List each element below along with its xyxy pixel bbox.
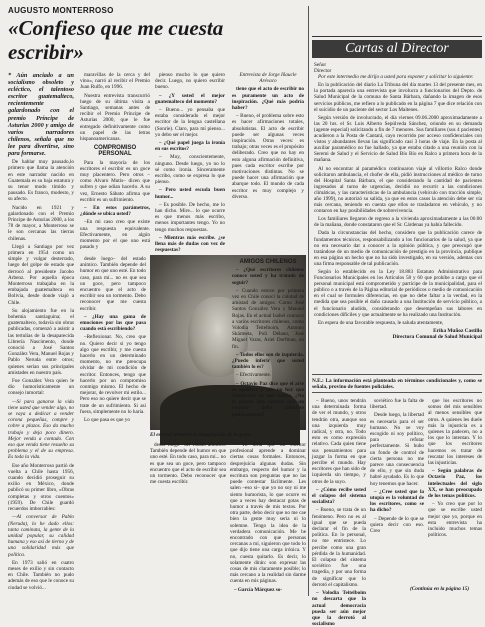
letter-body xyxy=(314,62,482,376)
article-column-4-top xyxy=(232,72,304,252)
letter-intro: Por este intermedio me dirijo a usted para exponer y solicitar lo siguiente: xyxy=(318,74,474,81)
letter-paragraph: En la publicación del diario La Tribuna del día martes 13 del presente mes, en la portada aparecía una entrevista que involucra a funcionarios del Depto. de Salud Municipal de la comuna de Santa Bárbara, dañando la imagen de esos servicios públicos, me refiero a lo publicado en la página 7 que dice relación con el suicidio de un paciente del sector Los Maitenes. xyxy=(314,82,482,113)
paragraph: Desde luego, la libertad es necesaria para el ser humano. No se voy escogido ni soy político, para refutar perfectamente. Si hubo un fondo de control de cierta persona no me parece una consecuencia de ello, y que sin duda habré ayudado. Es lo que hoy tenemos que hacer. xyxy=(370,412,424,487)
photo-caption: El escritor alimentó la imaginación de la gente. xyxy=(150,432,252,438)
paragraph: Ese año Monterroso partió de vuelta a Chile hasta 1956, cuando decidió proseguir su exilio en México, donde publicó su primer libro, «Obras completas y otros cuentos» (1959). De Chile guardó recuerdos imborrables: xyxy=(8,462,74,513)
paragraph: Nuestra entrevista transcurrió luego de su última visita a Santiago, semanas antes de recibir el Premio Príncipe de Asturias 2000, que le fue entregado definitivamente como un papel de las letras hispanoamericanas. xyxy=(80,92,150,143)
interview-question: – ¿Cómo recibe usted el colapso del sistema socialista? xyxy=(312,486,366,506)
letter-paragraph: Al no encontrar al paramédico continuaron viaje al villorrio Ralco donde solicitaron ambulancia, el chofer de ella, pidió instrucciones al médico de turno del Hospital Santa Bárbara, el que considerando la cantidad de pacientes ingresados al turno de urgencias, decidió no recurrir a las condiciones climáticas, y las características de la ambulancia (vehículo con tracción simple, año 1999), no autorizó su salida, ya que en estos casos la atención debe ser vía más cercana, teniendo en cuenta que ellos se trasladaron en vehículo, y no contaron en hay posibilidades de sobrevivencia. xyxy=(314,165,482,215)
interview-question: – ¿Qué escritores chilenos conoce usted y ha tratado de seguir? xyxy=(232,267,304,286)
interview-answer: – Muy, conscientemente, ninguno. Desde luego, yo no lo sé como ironía. Sinceramente escribo, como se expresa lo que pienso. xyxy=(155,154,225,186)
article-column-6 xyxy=(370,398,424,584)
letter-salutation-1: Señor xyxy=(314,62,327,68)
letter-paragraph: Según versión de involucrado, el día viernes 09.06.2000 aproximadamente a las 20 hrs. el Sr. Luis Alberto Sepúlveda Sánchez, oriundo en su demanda (agente especial) solicitando a fin de 7 menores. Sus familiares (sus 4 pacientes) acudieron a la Posta de Cantará, cayo recorrido por acceso confidenciales con vistos y abundantes llevan las significado casi 3 horas de viaje. En la posta al auxiliar paramédico no fue hallado, ya que estaba citado a una reunión con la Seremi de Salud y el Servicio de Salud Bío Bío en Ralco a primera hora de la mañana. xyxy=(314,114,482,164)
interview-question: – Según palabras de Octavio Paz, los intelectuales del siglo XX, se han preocupado de los temas políticos. xyxy=(428,468,482,500)
letters-note-rule xyxy=(312,374,482,375)
article-column-2-top xyxy=(80,72,150,252)
interview-question: – García Márquez so- xyxy=(234,586,283,593)
paragraph: maravillas de la cerca y del vino», narró al recibir el Premio Juan Rulfo, en 1996. xyxy=(80,72,150,91)
section-heading: AMIGOS CHILENOS xyxy=(239,259,297,265)
paragraph: Lo que pasa es que yo xyxy=(84,417,130,424)
paragraph: Su alojamiento fue en la bohemia santiaguina; el guatemalteco, todavía sin obras publicadas, comenzó a asistir a las tertulias de la desaparecida Librería Nascimento, donde conoció a José Santos González Vera, Manuel Rojas y Pablo Neruda entre otros; quienes serían sus principales amistades en nuestro país. xyxy=(8,307,74,376)
letters-bottom-rule xyxy=(312,392,482,393)
interview-question: – Mientras más escribe. ¿se llena más de dudas con vez de respuestas? xyxy=(155,234,225,254)
letters-section-title: Cartas al Director xyxy=(312,40,482,58)
interview-answer: – Yo creo que por lo que se escribe usted mejor que yo, porque en esta entrevista ha incluido muchos temas políticos. xyxy=(428,501,482,539)
interview-question: – ¿Qué papel juega la ironía en sus escritos? xyxy=(155,140,225,153)
article-column-2-continued xyxy=(80,256,146,596)
interview-answer: – Bueno, se trata de un fenómeno. Pero no es al igual que se pueda declarar el fin de la política. En lo personal, no me entristece. Lo percibe como una gran pérdida de la humanidad. El colapso del sistema soviético fue una tragedia, y por una forma de significar que lo derrotó el capitalismo. xyxy=(312,507,366,588)
letter-salutation-2: Director xyxy=(314,68,332,75)
interview-answer: – Bueno, unos tendrán una determinada forma de ver el mundo, y otros tendrán otra, aunque sea una izquierda muy radical, y otra, no. Todo esto es como expresión relativo. Cada quien tiene sus pensamientos para juzgar la forma en que percibe el mundo. Hay escritores que han sido de izquierda sin tiempo, y otros de la suyo. xyxy=(312,398,366,485)
article-column-3-continued-b xyxy=(230,442,306,592)
article-lead: * Aún anciado a un socialismo obsoleto y ecléctico, el talentoso escritor guatemalteco, recientemente galardonado con el premio Príncipe de Asturias 2000 y amigo de varios narradores chilenos, señala que no lee para divertirse, sino para formarse. xyxy=(8,72,74,158)
letter-paragraph: Dada la circunstancias del hecho, considero que la publicación carece de fundamentos técnicos, responsabilizando a los funcionarios de la salud, ya que no era necesario dar a conocer a la opinión pública, y que preocupó que tratándose de un medio de comunicación de prestigio en la provincia, publique en esa página un hecho que no ha sido investigado, en su versión, ademas con una firma responsable de tal publicación. xyxy=(314,230,482,267)
paragraph: desde luego– del estado anímico. También depende del humor en que uno esté. En todo caso, para mí... no es que sea un goce, pero tampoco encuentro que el acto de escribir sea un tormento. Debo reconocer que me cuesta escribir. xyxy=(80,256,146,312)
signature-name: Erika Muñoz Castillo xyxy=(433,327,482,334)
paragraph: soviético fue la falta de libertad. xyxy=(370,398,424,411)
interview-question: – ¿Cree usted que la utopía es la voluntad de los escritores, como se ha dicho? xyxy=(370,488,424,514)
signature-title: Directora Comunal de Salud Municipal xyxy=(392,334,482,341)
interview-answer: –Reflexionar. No, creo que no. Quiero decir si yo tengo algo que escribir, y me cuesta hacerlo en un determinado momento, no me preocupa olvidar de mi condición de escritor. Entonces, tengo que hacerlo por un compromiso conmigo mismo. El hecho de mejorar, de revolver mi estilo... Pero eso no quiere decir que se trate de un sufrimiento. Si así fuera, simplemente no lo haría. xyxy=(80,334,146,415)
quote-paragraph: —Si para ganarse la vida tiene usted que vender algo, no se vaya a dedicar a vender corona pequeñas, compre y cobre a plazos. Eso da mucho trabajo y deja poco dinero. Mejor venda a contado. Con eso que venda tiene resuelto su problema y el de su empresa. Es toda la vida. xyxy=(8,398,74,461)
letter-paragraph: En espera de una favorable respuesta, le saluda atentamente, xyxy=(318,319,444,326)
article-kicker: AUGUSTO MONTERROSO xyxy=(8,6,114,15)
paragraph: Fue González Vera quien le dio humorísticamente un consejo inmortal: xyxy=(8,378,74,397)
interview-answer: – Cuando estuve por primera vez en Chile conocí la calidad de amistad de amigos. Como José Santos González Vera y Manuel Rojas. En el actual Isabel conozco a varios escritores chilenos, como Volodia Teitelboim, Antonio Skármeta, Poli Délano, José Miguel Varas, Ariel Dorfman, en fin. xyxy=(232,287,304,350)
paragraph: Para la mayoría de los escritores el escribir es un goce muy placentero. Pero otros –como Alvaro Mutis– dicen que sufren y que odian hacerlo. A su vez, Ernesto Sábato afirma que escribir es un sufrimiento. xyxy=(80,159,150,203)
quote-paragraph: —Al conversar de Pablo (Neruda), lo he dado ellos: tanta caminata, la gente de la unidad popular, su calidad humana y eso así de tierno y de una solidaridad más que política. xyxy=(8,514,74,558)
article-headline: «Confieso que me cuesta escribir» xyxy=(8,16,224,64)
letter-paragraph: Los familiares llegaron de regreso a la vivienda aproximadamente a las 06:00 de la mañana, donde constataron que el Sr. Cárdenas ya había fallecido. xyxy=(314,216,482,229)
interview-question: – ¿Y usted el mejor guatemalteco del momento? xyxy=(155,92,225,105)
paragraph: que los escritores no somos del mis sensibles al menos sensibles que otros. A quienes les duele más la injusticia es a quienes la padecen, no a los que lo intentan. Y lo que los escritores hacemos es tratar de rescatar los intereses de las injusticias. xyxy=(428,398,482,467)
interview-answer: – Yo diría que un escritor profesional aprende a dominar ciertas cosas formales. Entonces, desprejuicia algunas dudas. Sin embargo, respecto del humor y la escritura son preguntas que no las puede contestar fácilmente. Les salen –eso sí– que yo no soy ni me siento humorista, lo que ocurre es que a veces hay destacar gotas de humor a través de mis textos. Por otra parte, debo decir que no me cae bien la gente muy seria ni lo solemne. Tengo la idea de la verdadera comunicación. Me he encontrado con que personas cercanas a mí, siguieron que todo lo que dijo tiene una carga irónica. Y no, cuesta quitarlo. Es decir, lo solamente dirán: son expresar las cosas de mis claramente posible; lo más cercano a la realidad sin darme cuenta en mis páginas. xyxy=(230,442,306,585)
paragraph: En 1973 salió en cuatro meses de exilio y sin contacto en Chile. También no pudo además de eso que le conoce su ciudad se volvió... xyxy=(8,559,74,591)
article-column-3-top xyxy=(155,72,225,252)
interview-answer: – Depende de lo que se quiera decir con eso. Creo xyxy=(370,515,424,535)
article-column-5 xyxy=(312,398,366,627)
interview-question: – ¿Hay una gama de emociones por las que pasa cuando está escribiendo? xyxy=(80,313,146,333)
article-column-4-middle xyxy=(232,256,304,436)
letters-top-rule xyxy=(312,36,482,37)
interview-answer: – Efectivamente. xyxy=(236,372,272,379)
column-divider xyxy=(308,6,309,596)
paragraph: Nacido en 1921 y galardonado con el Premio Príncipe de Asturias 2000, a los 78 de mayor, a Monterroso se le son cercanas las tierras chilenas. xyxy=(8,204,74,242)
interview-question: – Volodia Teitelboim no descarta que la actual democracia pueda ser aún mejor que la derrotó al socialismo xyxy=(312,590,366,627)
interview-answer: – Es posible. De hecho, me lo han dicho. Mire... lo que ocurre es que menos más escribo, menos importantes tengo. Yo no tengo muchos respuestas. xyxy=(155,201,225,233)
article-column-1 xyxy=(8,72,74,592)
interview-answer: – Bueno... yo pensaba que estaba considerado el mejor escritor de la lengua castellana (Sonríe). Claro, para mí pienso... yo debo ser el mejor. xyxy=(155,107,225,138)
paragraph: De hablar muy pausado,lo primero que llama la atención en este narrador nacido en Guatemala es su baja estatura y su tenor modo tímido y pausado. Es franco, modesto, y su afecto. xyxy=(8,159,74,203)
interview-question: – En estos parámetros, ¿dónde se ubica usted? xyxy=(80,205,150,218)
interview-answer: – Bueno, el problema sobre esto es hacer afirmaciones totales, absolutistas. El acto de escribir puede ser algunas veces inspiración. Otras veces: es trabajo; otras veces es el propósito deliberado. Creo que no hay en esto alguna afirmación definitiva, pues cada escritor escribe por motivaciones distintas. No se puede hacer una afirmación que abarque todo. El mundo de cada escritor es muy complejo y diverso. xyxy=(232,113,304,200)
continued-note: (Continúa en la página 15) xyxy=(410,586,470,592)
paragraph: pienso mucho lo que quiero decir. Luego, no quiero escribir bueno. xyxy=(155,72,225,91)
interview-question: – Pero usted escuda buen humor... xyxy=(155,187,225,200)
section-heading: COMPROMISO PERSONAL xyxy=(93,145,137,158)
letter-paragraph: Según lo establecido en la Ley 18.883 Estatuto Administrativo para Funcionarios Municipales en los Artículos 58 y 60 que prohíbe a cargo que el personal municipal está comprometido y partícipe de la municipalidad, para el público o a través de la Página editorial de periódicos o medio de comunicación en el cual se formulen diferencias, en que no debe faltar a la verdad, en la medida que sea posible el daño causado a una Institución de servicio público, a el funcionario aludido, considerando que desempeñan sus labores en condiciones difíciles y que actualmente se ha realizado una Institución. xyxy=(314,269,482,318)
article-column-7 xyxy=(428,398,482,584)
paragraph: desde luego– del estado anímico. También depende del humor en que uno esté. En todo caso, para mí... no es que sea un goce, pero tampoco encuentro que el acto de escribir sea un tormento. Debo reconocer que me cuesta escribir. xyxy=(150,442,226,486)
editor-note: N.E.: La información está planteada en términos condicionales y, como se señala, provino de fuentes policiales. xyxy=(312,378,482,391)
interview-answer: –En mi caso creo que existe una respuesta equivalente. Efectivamente, en algún momento por el que uno está pasado y xyxy=(80,219,150,251)
interview-credit: Entrevista de Jorge Iñaucle Arévaco xyxy=(239,72,297,85)
interview-question: – Todos ellos son de izquierda. ¿Puedo inferir que usted también lo es? xyxy=(232,351,304,371)
interview-question: tiene que el acto de escribir no es puramente un acto de inspiración. ¿Qué más podría haber? xyxy=(232,86,304,112)
paragraph: Llegó a Santiago por vez primera en 1954 como un simple y vulgar desterrado, luego del golpe de estado que derrocó al presidente Jacobo Arbenz. Por aquella época Monterroso trabajaba en la embajada guatemalteca en Bolivia, desde donde viajó a Chile. xyxy=(8,243,74,306)
article-column-3-continued-a xyxy=(150,442,226,592)
interview-question: – Octavio Paz dice que el arte es apolítico y que no hay que clasificarlo en una tienda. ¿No le parece una tontera que un escritor deba definirse políticamente? xyxy=(232,380,304,418)
